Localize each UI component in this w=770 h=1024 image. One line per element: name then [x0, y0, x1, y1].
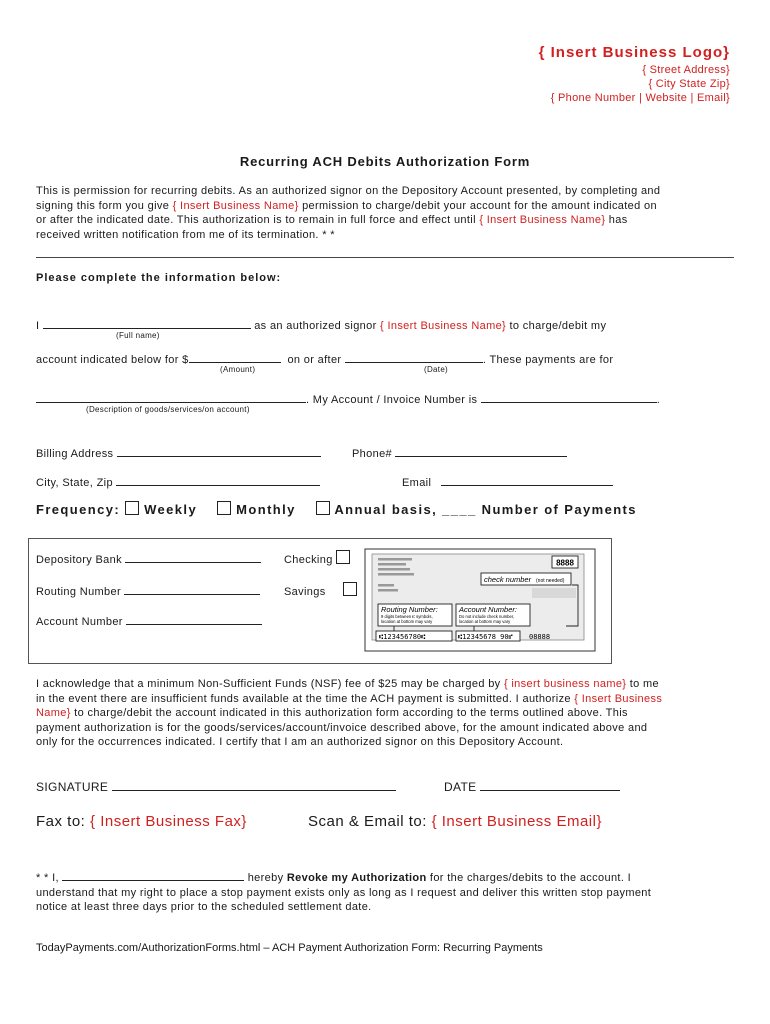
ack-text: to charge/debit the account indicated in this authorization form according to the terms outlined above. This	[70, 707, 628, 719]
revoke-text: for the charges/debits to the account. I	[426, 872, 632, 884]
savings-checkbox[interactable]	[343, 582, 357, 596]
ack-line-5: only for the occurrences indicated. I certify that I am an authorized signor on this Depository Account.	[36, 736, 564, 748]
account-number-field[interactable]	[126, 612, 262, 625]
ack-line-2	[36, 692, 736, 707]
ack-text: to me	[626, 678, 660, 690]
routing-callout-title: Routing Number:	[381, 605, 438, 614]
monthly-checkbox[interactable]	[217, 501, 231, 515]
divider	[36, 257, 734, 258]
ack-text: I acknowledge that a minimum Non-Sufficient Funds (NSF) fee of $25 may be charged by	[36, 678, 504, 690]
intro-line-3	[36, 213, 736, 228]
savings-label: Savings	[284, 586, 326, 598]
authorization-row-2	[36, 350, 613, 366]
street-address: { Street Address}	[642, 64, 730, 76]
date-row	[444, 778, 620, 794]
routing-number-row	[36, 582, 260, 598]
business-name-placeholder: Name}	[36, 707, 71, 719]
revoke-authorization-emphasis: Revoke my Authorization	[286, 872, 427, 884]
checking-label: Checking	[284, 554, 333, 566]
revoke-paragraph	[36, 869, 736, 915]
business-name-placeholder: { insert business name}	[503, 678, 627, 690]
micr-check-number: 08888	[529, 633, 551, 641]
description-caption: (Description of goods/services/on account)	[86, 405, 250, 414]
row-text: . These payments are for	[482, 354, 614, 366]
authorization-row-1	[36, 316, 606, 332]
ack-line-3	[36, 706, 736, 721]
section-title: Please complete the information below:	[36, 272, 282, 284]
billing-address-label: Billing Address	[36, 448, 114, 460]
amount-field[interactable]	[189, 350, 281, 363]
account-number-label: Account Number	[36, 616, 123, 628]
revoke-line-1	[36, 869, 736, 886]
routing-callout-desc-2: location at bottom may vary	[381, 619, 433, 624]
intro-text: has	[605, 214, 628, 226]
row-text: I	[36, 320, 40, 332]
signature-date-field[interactable]	[480, 778, 620, 791]
business-logo-placeholder: { Insert Business Logo}	[538, 44, 730, 61]
row-text: .	[656, 394, 661, 406]
intro-text: signing this form you give	[36, 199, 173, 212]
billing-address-field[interactable]	[117, 444, 321, 457]
full-name-field[interactable]	[43, 316, 251, 329]
invoice-number-field[interactable]	[481, 390, 657, 403]
revoke-text: hereby	[244, 872, 287, 884]
savings-row	[284, 582, 357, 598]
depository-bank-field[interactable]	[125, 550, 261, 563]
phone-label: Phone#	[352, 448, 393, 460]
revoke-name-field[interactable]	[62, 869, 244, 881]
frequency-row	[36, 501, 637, 517]
business-name-placeholder: { Insert Business Name}	[172, 199, 299, 212]
fax-line	[36, 813, 247, 830]
annual-checkbox[interactable]	[316, 501, 330, 515]
revoke-text: * * I,	[36, 872, 63, 884]
date-field[interactable]	[345, 350, 483, 363]
city-state-zip-label: City, State, Zip	[36, 477, 113, 489]
contact-line: { Phone Number | Website | Email}	[550, 92, 730, 104]
billing-address-row	[36, 444, 321, 460]
not-needed-note: (not needed)	[536, 578, 565, 584]
signature-row	[36, 778, 396, 794]
ack-line-4: payment authorization is for the goods/services/account/invoice described above, for the amount indicated above and	[36, 721, 648, 734]
account-callout-title: Account Number:	[459, 605, 517, 614]
city-state-zip: { City State Zip}	[648, 78, 730, 90]
row-text: on or after	[287, 354, 342, 366]
row-text: to charge/debit my	[506, 320, 607, 332]
fax-label: Fax to:	[36, 813, 91, 830]
signature-label: SIGNATURE	[36, 780, 109, 794]
micr-account: ⑆12345678 90⑈	[458, 633, 513, 641]
acknowledgement-paragraph	[36, 677, 736, 750]
date-label: DATE	[444, 780, 477, 794]
routing-number-field[interactable]	[124, 582, 260, 595]
depository-bank-label: Depository Bank	[36, 554, 122, 566]
full-name-caption: (Full name)	[116, 331, 160, 340]
description-field[interactable]	[36, 390, 306, 403]
date-caption: (Date)	[424, 365, 449, 374]
weekly-checkbox[interactable]	[125, 501, 139, 515]
email-label: Email	[402, 477, 432, 489]
check-number-value: 8888	[556, 558, 574, 568]
number-of-payments-label: Number of Payments	[481, 502, 637, 517]
intro-text: permission to charge/debit your account for the amount indicated on	[298, 199, 657, 212]
depository-bank-row	[36, 550, 261, 566]
weekly-label: Weekly	[144, 502, 198, 517]
business-email-placeholder: { Insert Business Email}	[431, 813, 602, 830]
account-callout-desc-1: Do not include check number,	[459, 614, 515, 619]
signature-field[interactable]	[112, 778, 396, 791]
intro-line-2	[36, 199, 736, 214]
row-text: . My Account / Invoice Number is	[306, 394, 478, 406]
intro-line-4: received written notification from me of its termination. * *	[36, 228, 335, 241]
check-amount-box	[532, 588, 576, 598]
revoke-line-3: notice at least three days prior to the scheduled settlement date.	[36, 901, 372, 913]
routing-number-label: Routing Number	[36, 586, 121, 598]
phone-field[interactable]	[395, 444, 567, 457]
frequency-label: Frequency:	[36, 502, 121, 517]
business-name-placeholder: { Insert Business Name}	[479, 214, 606, 226]
sample-check-image	[364, 548, 596, 652]
intro-text: or after the indicated date. This authorization is to remain in full force and effect until	[36, 214, 480, 226]
monthly-label: Monthly	[236, 502, 296, 517]
annual-label: Annual basis,	[334, 502, 438, 517]
form-title: Recurring ACH Debits Authorization Form	[239, 154, 531, 169]
email-row	[402, 473, 613, 489]
account-callout-desc-2: location at bottom may vary	[459, 619, 511, 624]
city-row	[36, 473, 320, 489]
business-name-placeholder: { Insert Business Name}	[380, 320, 507, 332]
routing-callout-desc-1: 9 digits between ⑆ symbols,	[381, 614, 433, 619]
scan-email-label: Scan & Email to:	[308, 813, 432, 830]
authorization-row-3	[36, 390, 660, 406]
scan-email-line	[308, 813, 602, 830]
number-of-payments-field[interactable]: ____	[442, 502, 477, 517]
check-number-label: check number	[484, 575, 532, 584]
email-field[interactable]	[441, 473, 613, 486]
city-state-zip-field[interactable]	[116, 473, 320, 486]
business-name-placeholder: { Insert Business	[574, 692, 663, 705]
intro-line-1: This is permission for recurring debits. As an authorized signor on the Depository Account presented, by completing and	[36, 185, 661, 197]
ack-text: in the event there are insufficient funds available at the time the ACH payment is submitted. I authorize	[36, 692, 575, 705]
amount-caption: (Amount)	[220, 365, 256, 374]
ack-line-1	[36, 677, 736, 692]
row-text: account indicated below for $	[36, 354, 189, 366]
account-number-row	[36, 612, 262, 628]
micr-routing: ⑆123456780⑆	[379, 633, 426, 641]
row-text: as an authorized signor	[254, 320, 381, 332]
phone-row	[352, 444, 567, 460]
checking-row	[284, 550, 350, 566]
intro-paragraph	[36, 184, 736, 242]
revoke-line-2: understand that my right to place a stop payment exists only as long as I request and deliver this written stop payment	[36, 886, 652, 899]
footer-source-line: TodayPayments.com/AuthorizationForms.html – ACH Payment Authorization Form: Recurring Payments	[36, 942, 543, 954]
business-fax-placeholder: { Insert Business Fax}	[90, 813, 247, 830]
checking-checkbox[interactable]	[336, 550, 350, 564]
